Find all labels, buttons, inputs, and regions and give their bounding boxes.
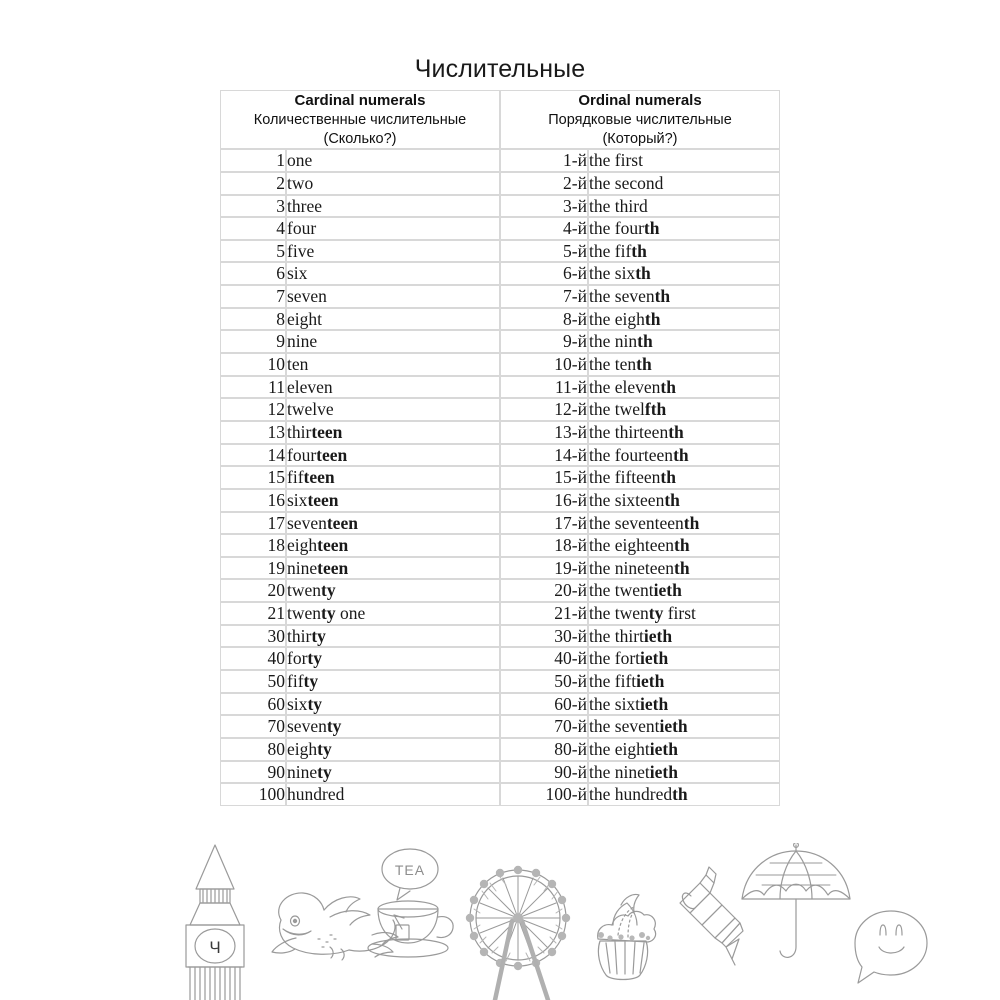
ordinal-word-stem: the hundred [589, 784, 673, 805]
umbrella [742, 843, 850, 957]
table-row [220, 262, 780, 285]
cardinal-number: 5 [220, 240, 286, 263]
cardinal-number: 7 [220, 285, 286, 308]
ordinal-word-suffix: th [654, 286, 671, 307]
ordinal-word [588, 353, 780, 376]
ordinal-word-stem: the twel [589, 399, 645, 420]
table-row [220, 217, 780, 240]
table-header-row [220, 90, 780, 149]
cardinal-word [286, 715, 500, 738]
cardinal-word [286, 602, 500, 625]
cardinal-word [286, 262, 500, 285]
ordinal-number: 50-й [500, 670, 588, 693]
ordinal-word-stem: the four [589, 218, 644, 239]
cardinal-number: 9 [220, 330, 286, 353]
cardinal-number: 80 [220, 738, 286, 761]
ordinal-word-suffix: th [664, 489, 680, 510]
cardinal-word-stem: two [287, 172, 314, 193]
cardinal-word-stem: five [287, 240, 315, 261]
ordinal-word-stem: the second [589, 172, 664, 193]
ordinal-word-stem: the sixt [589, 693, 641, 714]
ordinal-word [588, 625, 780, 648]
ordinal-word [588, 149, 780, 172]
cardinal-number: 15 [220, 466, 286, 489]
ballpoint-pen [680, 867, 743, 965]
ordinal-word-stem: the nin [589, 331, 638, 352]
cardinal-word-stem: six [287, 489, 308, 510]
ordinal-word-suffix: th [635, 263, 651, 284]
cardinal-word-stem: seven [287, 512, 327, 533]
ordinal-number: 17-й [500, 512, 588, 535]
ordinal-word [588, 240, 780, 263]
cardinal-number: 14 [220, 444, 286, 467]
ordinal-number: 100-й [500, 783, 588, 806]
ordinal-word-suffix: th [672, 784, 688, 805]
table-row [220, 172, 780, 195]
table-row [220, 398, 780, 421]
table-row [220, 330, 780, 353]
cardinal-number: 6 [220, 262, 286, 285]
london-eye-ferris-wheel [466, 866, 570, 1000]
ordinal-word [588, 693, 780, 716]
table-row [220, 647, 780, 670]
ordinal-word [588, 217, 780, 240]
ordinal-word [588, 262, 780, 285]
cardinal-word-stem: eigh [287, 738, 318, 759]
cardinal-word [286, 647, 500, 670]
ordinal-word-stem: the fort [589, 648, 641, 669]
ordinal-word-suffix: th [631, 240, 647, 261]
ordinal-word-stem: the twent [589, 580, 654, 601]
table-row [220, 715, 780, 738]
ordinal-number: 12-й [500, 398, 588, 421]
ordinal-word-suffix: ieth [649, 761, 678, 782]
table-row [220, 602, 780, 625]
table-row [220, 149, 780, 172]
ordinal-word [588, 444, 780, 467]
cardinal-number: 100 [220, 783, 286, 806]
cardinal-word [286, 285, 500, 308]
cardinal-word [286, 308, 500, 331]
cardinal-word [286, 693, 500, 716]
cardinal-number: 12 [220, 398, 286, 421]
ordinal-number: 13-й [500, 421, 588, 444]
ordinal-word-suffix: th [674, 557, 690, 578]
ordinal-word [588, 421, 780, 444]
header-cardinal-en: Cardinal numerals [294, 92, 426, 109]
ordinal-word [588, 466, 780, 489]
cardinal-number: 13 [220, 421, 286, 444]
ordinal-number: 9-й [500, 330, 588, 353]
svg-text:TEA: TEA [394, 862, 426, 878]
ordinal-word [588, 512, 780, 535]
cardinal-number: 21 [220, 602, 286, 625]
page-title: Числительные [414, 55, 586, 83]
ordinal-word-stem: the seven [589, 286, 655, 307]
cardinal-word-stem: twen [287, 580, 322, 601]
cardinal-word [286, 579, 500, 602]
cardinal-word [286, 557, 500, 580]
ordinal-word-suffix: ieth [649, 738, 678, 759]
cardinal-word-suffix: ty [321, 603, 336, 624]
ordinal-word-suffix: th [644, 308, 661, 329]
ordinal-word [588, 579, 780, 602]
cardinal-word-stem: twelve [287, 399, 334, 420]
ordinal-number: 10-й [500, 353, 588, 376]
cardinal-word [286, 421, 500, 444]
cardinal-word [286, 195, 500, 218]
flying-bird [272, 893, 398, 960]
ordinal-word [588, 534, 780, 557]
cardinal-number: 40 [220, 647, 286, 670]
ordinal-number: 40-й [500, 647, 588, 670]
ordinal-number: 80-й [500, 738, 588, 761]
cardinal-word-stem: nine [287, 761, 318, 782]
ordinal-word [588, 172, 780, 195]
ordinal-word-suffix: th [674, 535, 690, 556]
ordinal-word-suffix: fth [644, 399, 667, 420]
ordinal-word [588, 715, 780, 738]
ordinal-word [588, 783, 780, 806]
table-row [220, 285, 780, 308]
ordinal-number: 60-й [500, 693, 588, 716]
header-cardinal [220, 90, 500, 149]
ordinal-word-suffix: th [673, 444, 689, 465]
cardinal-word [286, 149, 500, 172]
header-cardinal-question: (Сколько?) [323, 130, 397, 147]
ordinal-word-suffix: ieth [643, 625, 673, 646]
ordinal-number: 90-й [500, 761, 588, 784]
ordinal-word-stem: the fifteen [589, 467, 661, 488]
table-body [220, 149, 780, 806]
table-row [220, 670, 780, 693]
cardinal-word-stem: thir [287, 421, 312, 442]
table-row [220, 534, 780, 557]
cardinal-number: 1 [220, 149, 286, 172]
table-row [220, 353, 780, 376]
ordinal-number: 11-й [500, 376, 588, 399]
cardinal-word-stem: for [287, 648, 308, 669]
ordinal-number: 4-й [500, 217, 588, 240]
cardinal-number: 4 [220, 217, 286, 240]
ordinal-word [588, 738, 780, 761]
cardinal-word-stem: eleven [287, 376, 333, 397]
smiley-speech-bubble [855, 911, 927, 983]
cardinal-word-stem: six [287, 693, 308, 714]
ordinal-word-suffix: th [643, 218, 660, 239]
ordinal-word-stem: the third [589, 195, 648, 216]
ordinal-word-stem: the eight [589, 738, 650, 759]
cardinal-word [286, 172, 500, 195]
numerals-table [220, 90, 780, 806]
cardinal-word [286, 444, 500, 467]
ordinal-word-stem: the fif [589, 240, 632, 261]
ordinal-word-stem: the thirt [589, 625, 644, 646]
cardinal-word-suffix: teen [311, 421, 343, 442]
ordinal-word-stem: the ten [589, 354, 637, 375]
cardinal-number: 19 [220, 557, 286, 580]
cardinal-number: 16 [220, 489, 286, 512]
cardinal-word-suffix: ty [307, 648, 322, 669]
ordinal-word [588, 376, 780, 399]
cardinal-word-stem: seven [287, 286, 327, 307]
cardinal-number: 18 [220, 534, 286, 557]
cardinal-word-suffix: ty [317, 738, 332, 759]
cardinal-word-stem: ten [287, 354, 309, 375]
cardinal-word [286, 466, 500, 489]
table-row [220, 376, 780, 399]
header-ordinal [500, 90, 780, 149]
ordinal-word-stem: the eighteen [589, 535, 675, 556]
ordinal-word [588, 398, 780, 421]
ordinal-word-stem: the first [589, 150, 643, 171]
cardinal-word [286, 738, 500, 761]
ordinal-word [588, 602, 780, 625]
cardinal-word [286, 761, 500, 784]
cardinal-word [286, 625, 500, 648]
decorative-illustrations [0, 843, 1000, 1000]
table-row [220, 512, 780, 535]
cardinal-word-stem: hundred [287, 784, 345, 805]
big-ben-clock-tower [186, 845, 244, 1000]
cardinal-word-stem: six [287, 263, 308, 284]
ordinal-word-stem: the sevent [589, 716, 660, 737]
cardinal-word [286, 512, 500, 535]
table-row [220, 693, 780, 716]
cardinal-word-stem: fif [287, 467, 304, 488]
table-row [220, 240, 780, 263]
ordinal-word [588, 195, 780, 218]
ordinal-word-suffix: th [683, 512, 700, 533]
cardinal-word-stem: one [287, 150, 313, 171]
ordinal-word-suffix: ty [648, 603, 664, 624]
cardinal-word [286, 376, 500, 399]
cardinal-word-suffix: teen [316, 444, 348, 465]
cardinal-number: 30 [220, 625, 286, 648]
cardinal-word-stem: nine [287, 331, 318, 352]
cardinal-word-suffix: ty [307, 693, 323, 714]
table-row [220, 783, 780, 806]
ordinal-word-stem: the eigh [589, 308, 645, 329]
table-row [220, 195, 780, 218]
table-row [220, 421, 780, 444]
cardinal-number: 3 [220, 195, 286, 218]
ordinal-number: 8-й [500, 308, 588, 331]
cardinal-word-stem: four [287, 218, 317, 239]
cardinal-word-stem: four [287, 444, 317, 465]
cardinal-word-suffix: teen [303, 467, 335, 488]
cardinal-word [286, 217, 500, 240]
ordinal-word [588, 285, 780, 308]
cardinal-word-suffix: teen [307, 489, 339, 510]
cardinal-word-stem: eigh [287, 535, 318, 556]
cardinal-word-stem: thir [287, 625, 312, 646]
cardinal-word [286, 330, 500, 353]
ordinal-number: 3-й [500, 195, 588, 218]
ordinal-number: 16-й [500, 489, 588, 512]
ordinal-number: 2-й [500, 172, 588, 195]
cupcake [598, 894, 656, 979]
cardinal-number: 10 [220, 353, 286, 376]
ordinal-word-stem: the sixteen [589, 489, 665, 510]
cardinal-word-stem: seven [287, 716, 327, 737]
cardinal-word-suffix: ty [303, 671, 319, 692]
ordinal-number: 5-й [500, 240, 588, 263]
ordinal-word-stem: the ninet [589, 761, 650, 782]
cardinal-word-suffix: teen [317, 535, 349, 556]
header-ordinal-question: (Который?) [602, 130, 678, 147]
cardinal-word [286, 783, 500, 806]
ordinal-word [588, 308, 780, 331]
ordinal-number: 18-й [500, 534, 588, 557]
table-row [220, 444, 780, 467]
ordinal-number: 30-й [500, 625, 588, 648]
ordinal-word-suffix: ieth [640, 693, 669, 714]
ordinal-word [588, 557, 780, 580]
ordinal-word-suffix: ieth [636, 671, 665, 692]
ordinal-number: 19-й [500, 557, 588, 580]
cardinal-word-stem: nine [287, 557, 318, 578]
table-row [220, 466, 780, 489]
header-ordinal-ru: Порядковые числительные [548, 112, 732, 129]
ordinal-word-tail: first [663, 603, 696, 624]
ordinal-word-suffix: th [660, 376, 676, 397]
cardinal-word-tail: one [335, 603, 366, 624]
cardinal-word-suffix: ty [317, 761, 332, 782]
cardinal-word-suffix: ty [311, 625, 326, 646]
ordinal-word [588, 489, 780, 512]
cardinal-number: 70 [220, 715, 286, 738]
ordinal-number: 6-й [500, 262, 588, 285]
table-row [220, 625, 780, 648]
table-row [220, 308, 780, 331]
ordinal-word-stem: the twen [589, 603, 649, 624]
ordinal-number: 15-й [500, 466, 588, 489]
ordinal-number: 20-й [500, 579, 588, 602]
ordinal-word-suffix: th [636, 354, 652, 375]
cardinal-number: 90 [220, 761, 286, 784]
cardinal-number: 50 [220, 670, 286, 693]
cardinal-word [286, 240, 500, 263]
cardinal-word-suffix: ty [326, 716, 342, 737]
ordinal-word [588, 670, 780, 693]
ordinal-number: 21-й [500, 602, 588, 625]
ordinal-word [588, 330, 780, 353]
cardinal-number: 60 [220, 693, 286, 716]
ordinal-word-stem: the fift [589, 671, 637, 692]
ordinal-word [588, 761, 780, 784]
ordinal-number: 1-й [500, 149, 588, 172]
table-row [220, 738, 780, 761]
ordinal-word-stem: the six [589, 263, 636, 284]
ordinal-word-suffix: ieth [653, 580, 682, 601]
tea-cup [368, 849, 453, 957]
ordinal-number: 70-й [500, 715, 588, 738]
ordinal-word-suffix: ieth [640, 648, 669, 669]
ordinal-number: 14-й [500, 444, 588, 467]
header-cardinal-ru: Количественные числительные [253, 112, 467, 129]
header-ordinal-en: Ordinal numerals [578, 92, 702, 109]
cardinal-word-suffix: teen [326, 512, 358, 533]
svg-text:Ч: Ч [209, 938, 221, 957]
table-row [220, 557, 780, 580]
ordinal-word-suffix: th [637, 331, 653, 352]
cardinal-word-suffix: ty [321, 580, 336, 601]
table-row [220, 761, 780, 784]
cardinal-number: 17 [220, 512, 286, 535]
ordinal-word-stem: the thirteen [589, 421, 669, 442]
cardinal-word-suffix: teen [317, 557, 349, 578]
cardinal-number: 2 [220, 172, 286, 195]
ordinal-word-stem: the seventeen [589, 512, 684, 533]
cardinal-number: 8 [220, 308, 286, 331]
cardinal-word [286, 534, 500, 557]
ordinal-word-stem: the eleven [589, 376, 661, 397]
cardinal-word [286, 489, 500, 512]
ordinal-word-stem: the fourteen [589, 444, 674, 465]
ordinal-word-suffix: ieth [659, 716, 688, 737]
cardinal-word-stem: fif [287, 671, 304, 692]
cardinal-number: 20 [220, 579, 286, 602]
ordinal-word-suffix: th [660, 467, 676, 488]
ordinal-word-suffix: th [668, 421, 684, 442]
cardinal-word [286, 670, 500, 693]
cardinal-word [286, 398, 500, 421]
cardinal-word-stem: eight [287, 308, 322, 329]
cardinal-number: 11 [220, 376, 286, 399]
cardinal-word [286, 353, 500, 376]
ordinal-word [588, 647, 780, 670]
cardinal-word-stem: twen [287, 603, 322, 624]
ordinal-number: 7-й [500, 285, 588, 308]
cardinal-word-stem: three [287, 195, 322, 216]
table-row [220, 579, 780, 602]
table-row [220, 489, 780, 512]
ordinal-word-stem: the nineteen [589, 557, 675, 578]
